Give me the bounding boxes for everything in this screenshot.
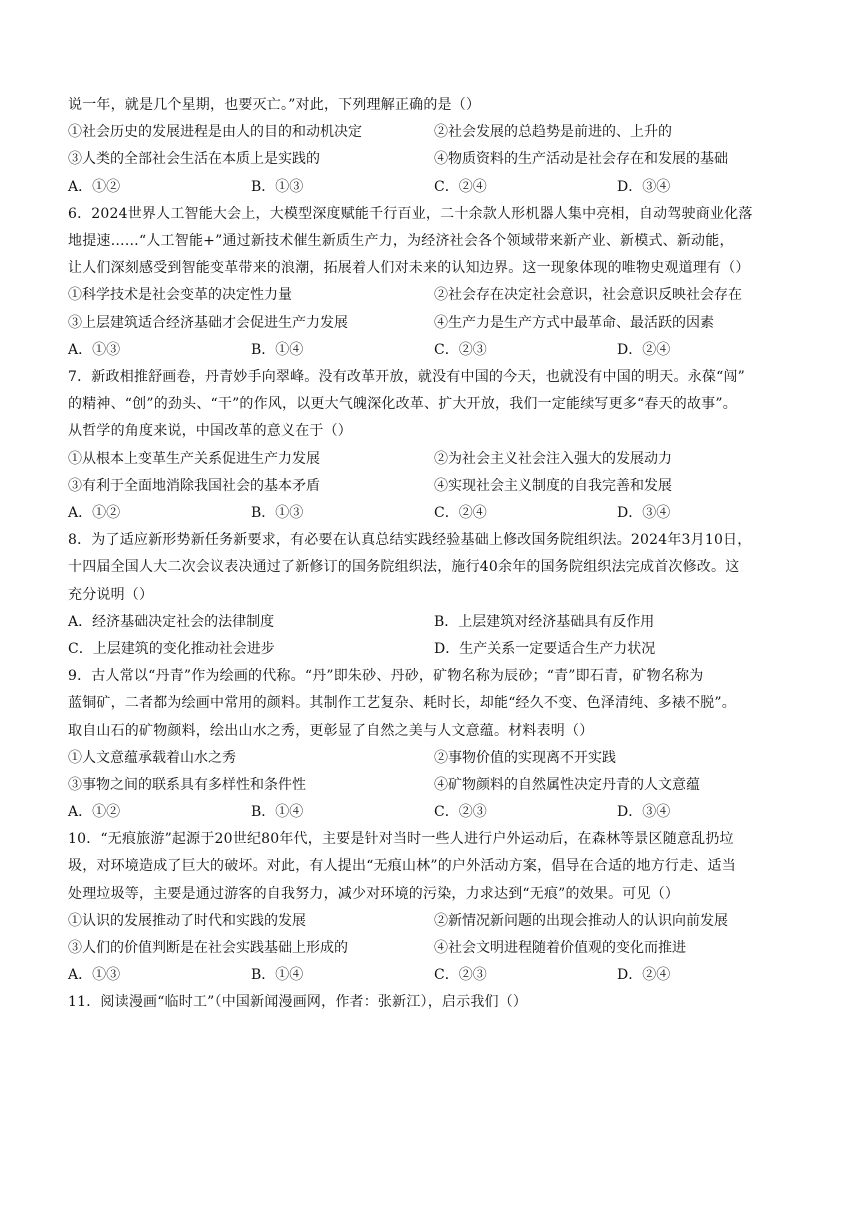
option-row — [68, 473, 808, 500]
option-2: ②新情况新问题的出现会推动人的认识向前发展 — [434, 912, 728, 929]
choice-d: D．③④ — [617, 504, 671, 521]
option-row — [68, 745, 808, 772]
question-stem-line: 充分说明（） — [68, 586, 154, 603]
choice-row — [68, 500, 808, 527]
option-row — [68, 446, 808, 473]
question-stem-line: 十四届全国人大二次会议表决通过了新修订的国务院组织法，施行40余年的国务院组织法完成首次修改。这 — [68, 559, 740, 576]
choice-b: B．上层建筑对经济基础具有反作用 — [434, 613, 655, 630]
option-4: ④生产力是生产方式中最革命、最活跃的因素 — [434, 314, 714, 331]
question-stem: 说一年，就是几个星期，也要灭亡。”对此，下列理解正确的是（） — [68, 97, 481, 113]
question-stem: 11．阅读漫画“临时工”（中国新闻漫画网，作者：张新江），启示我们（） — [68, 994, 528, 1011]
option-4: ④实现社会主义制度的自我完善和发展 — [434, 477, 672, 494]
option-3: ③人们的价值判断是在社会实践基础上形成的 — [68, 940, 348, 957]
question-stem-line: 8．为了适应新形势新任务新要求，有必要在认真总结实践经验基础上修改国务院组织法。2024年3月10日， — [68, 532, 752, 549]
choice-row — [68, 337, 808, 364]
option-1: ①科学技术是社会变革的决定性力量 — [68, 287, 292, 304]
choice-d: D．③④ — [617, 178, 671, 195]
question-5 — [68, 92, 808, 201]
choice-row — [68, 174, 808, 201]
choice-a: A．①② — [68, 804, 121, 821]
option-row — [68, 310, 808, 337]
option-row — [68, 119, 808, 146]
option-row — [68, 772, 808, 799]
choice-c: C．②④ — [434, 178, 487, 195]
question-stem-line: 从哲学的角度来说，中国改革的意义在于（） — [68, 423, 352, 440]
question-10 — [68, 826, 808, 989]
option-1: ①人文意蕴承载着山水之秀 — [68, 749, 236, 766]
choice-row — [68, 609, 808, 636]
option-2: ②事物价值的实现离不开实践 — [434, 749, 616, 766]
choice-b: B．①④ — [251, 341, 304, 358]
choice-a: A．经济基础决定社会的法律制度 — [68, 613, 275, 630]
option-row — [68, 146, 808, 173]
question-stem-line: 10．“无痕旅游”起源于20世纪80年代，主要是针对当时一些人进行户外运动后，在森林等景区随意乱扔垃 — [68, 831, 734, 848]
choice-b: B．①③ — [251, 178, 304, 195]
question-stem-line: 的精神、“创”的劲头、“干”的作风，以更大气魄深化改革、扩大开放，我们一定能续写更多“春天的故事”。 — [68, 396, 737, 413]
choice-b: B．①④ — [251, 804, 304, 821]
choice-row — [68, 962, 808, 989]
option-row — [68, 282, 808, 309]
question-stem-line: 让人们深刻感受到智能变革带来的浪潮，拓展着人们对未来的认知边界。这一现象体现的唯物史观道理有（） — [68, 260, 750, 277]
option-4: ④物质资料的生产活动是社会存在和发展的基础 — [434, 151, 728, 168]
question-stem-line: 7．新政相推舒画卷，丹青妙手向翠峰。没有改革开放，就没有中国的今天，也就没有中国的明天。永葆“闯” — [68, 368, 746, 385]
question-stem-line: 地提速……“人工智能+”通过新技术催生新质生产力，为经济社会各个领域带来新产业、新模式、新动能， — [68, 232, 734, 249]
option-1: ①从根本上变革生产关系促进生产力发展 — [68, 450, 320, 467]
choice-c: C．②③ — [434, 967, 487, 984]
question-stem-line: 9．古人常以“丹青”作为绘画的代称。“丹”即朱砂、丹砂，矿物名称为辰砂；“青”即石青，矿物名称为 — [68, 668, 704, 685]
option-3: ③上层建筑适合经济基础才会促进生产力发展 — [68, 314, 348, 331]
choice-d: D．生产关系一定要适合生产力状况 — [434, 640, 656, 657]
question-7 — [68, 364, 808, 527]
question-stem-line: 圾，对环境造成了巨大的破坏。对此，有人提出“无痕山林”的户外活动方案，倡导在合适的地方行走、适当 — [68, 858, 736, 875]
option-3: ③事物之间的联系具有多样性和条件性 — [68, 776, 306, 793]
option-2: ②社会发展的总趋势是前进的、上升的 — [434, 124, 672, 141]
option-2: ②为社会主义社会注入强大的发展动力 — [434, 450, 672, 467]
choice-c: C．②③ — [434, 804, 487, 821]
choice-a: A．①② — [68, 504, 121, 521]
choice-c: C．②④ — [434, 504, 487, 521]
question-stem-line: 取自山石的矿物颜料，绘出山水之秀，更彰显了自然之美与人文意蕴。材料表明（） — [68, 722, 594, 739]
choice-c: C．上层建筑的变化推动社会进步 — [68, 640, 275, 657]
choice-a: A．①② — [68, 178, 121, 195]
option-3: ③人类的全部社会生活在本质上是实践的 — [68, 151, 320, 168]
question-6 — [68, 201, 808, 364]
choice-b: B．①③ — [251, 504, 304, 521]
question-11 — [68, 989, 808, 1016]
question-stem-line: 蓝铜矿，二者都为绘画中常用的颜料。其制作工艺复杂、耗时长，却能“经久不变、色泽清纯、多裱不脱”。 — [68, 695, 736, 712]
option-1: ①社会历史的发展进程是由人的目的和动机决定 — [68, 124, 362, 141]
option-row — [68, 935, 808, 962]
choice-d: D．②④ — [617, 341, 671, 358]
question-stem-line: 6．2024世界人工智能大会上，大模型深度赋能千行百业，二十余款人形机器人集中亮相，自动驾驶商业化落 — [68, 205, 753, 222]
choice-d: D．②④ — [617, 967, 671, 984]
choice-b: B．①④ — [251, 967, 304, 984]
question-8 — [68, 527, 808, 663]
option-4: ④矿物颜料的自然属性决定丹青的人文意蕴 — [434, 776, 700, 793]
choice-c: C．②③ — [434, 341, 487, 358]
option-4: ④社会文明进程随着价值观的变化而推进 — [434, 940, 686, 957]
choice-a: A．①③ — [68, 967, 121, 984]
exam-page — [68, 92, 808, 1017]
option-row — [68, 908, 808, 935]
question-stem-line: 处理垃圾等，主要是通过游客的自我努力，减少对环境的污染，力求达到“无痕”的效果。可见（） — [68, 885, 680, 902]
option-3: ③有利于全面地消除我国社会的基本矛盾 — [68, 477, 320, 494]
option-2: ②社会存在决定社会意识，社会意识反映社会存在 — [434, 287, 742, 304]
option-1: ①认识的发展推动了时代和实践的发展 — [68, 912, 306, 929]
choice-row — [68, 799, 808, 826]
choice-a: A．①③ — [68, 341, 121, 358]
choice-row — [68, 636, 808, 663]
question-9 — [68, 663, 808, 826]
choice-d: D．③④ — [617, 804, 671, 821]
